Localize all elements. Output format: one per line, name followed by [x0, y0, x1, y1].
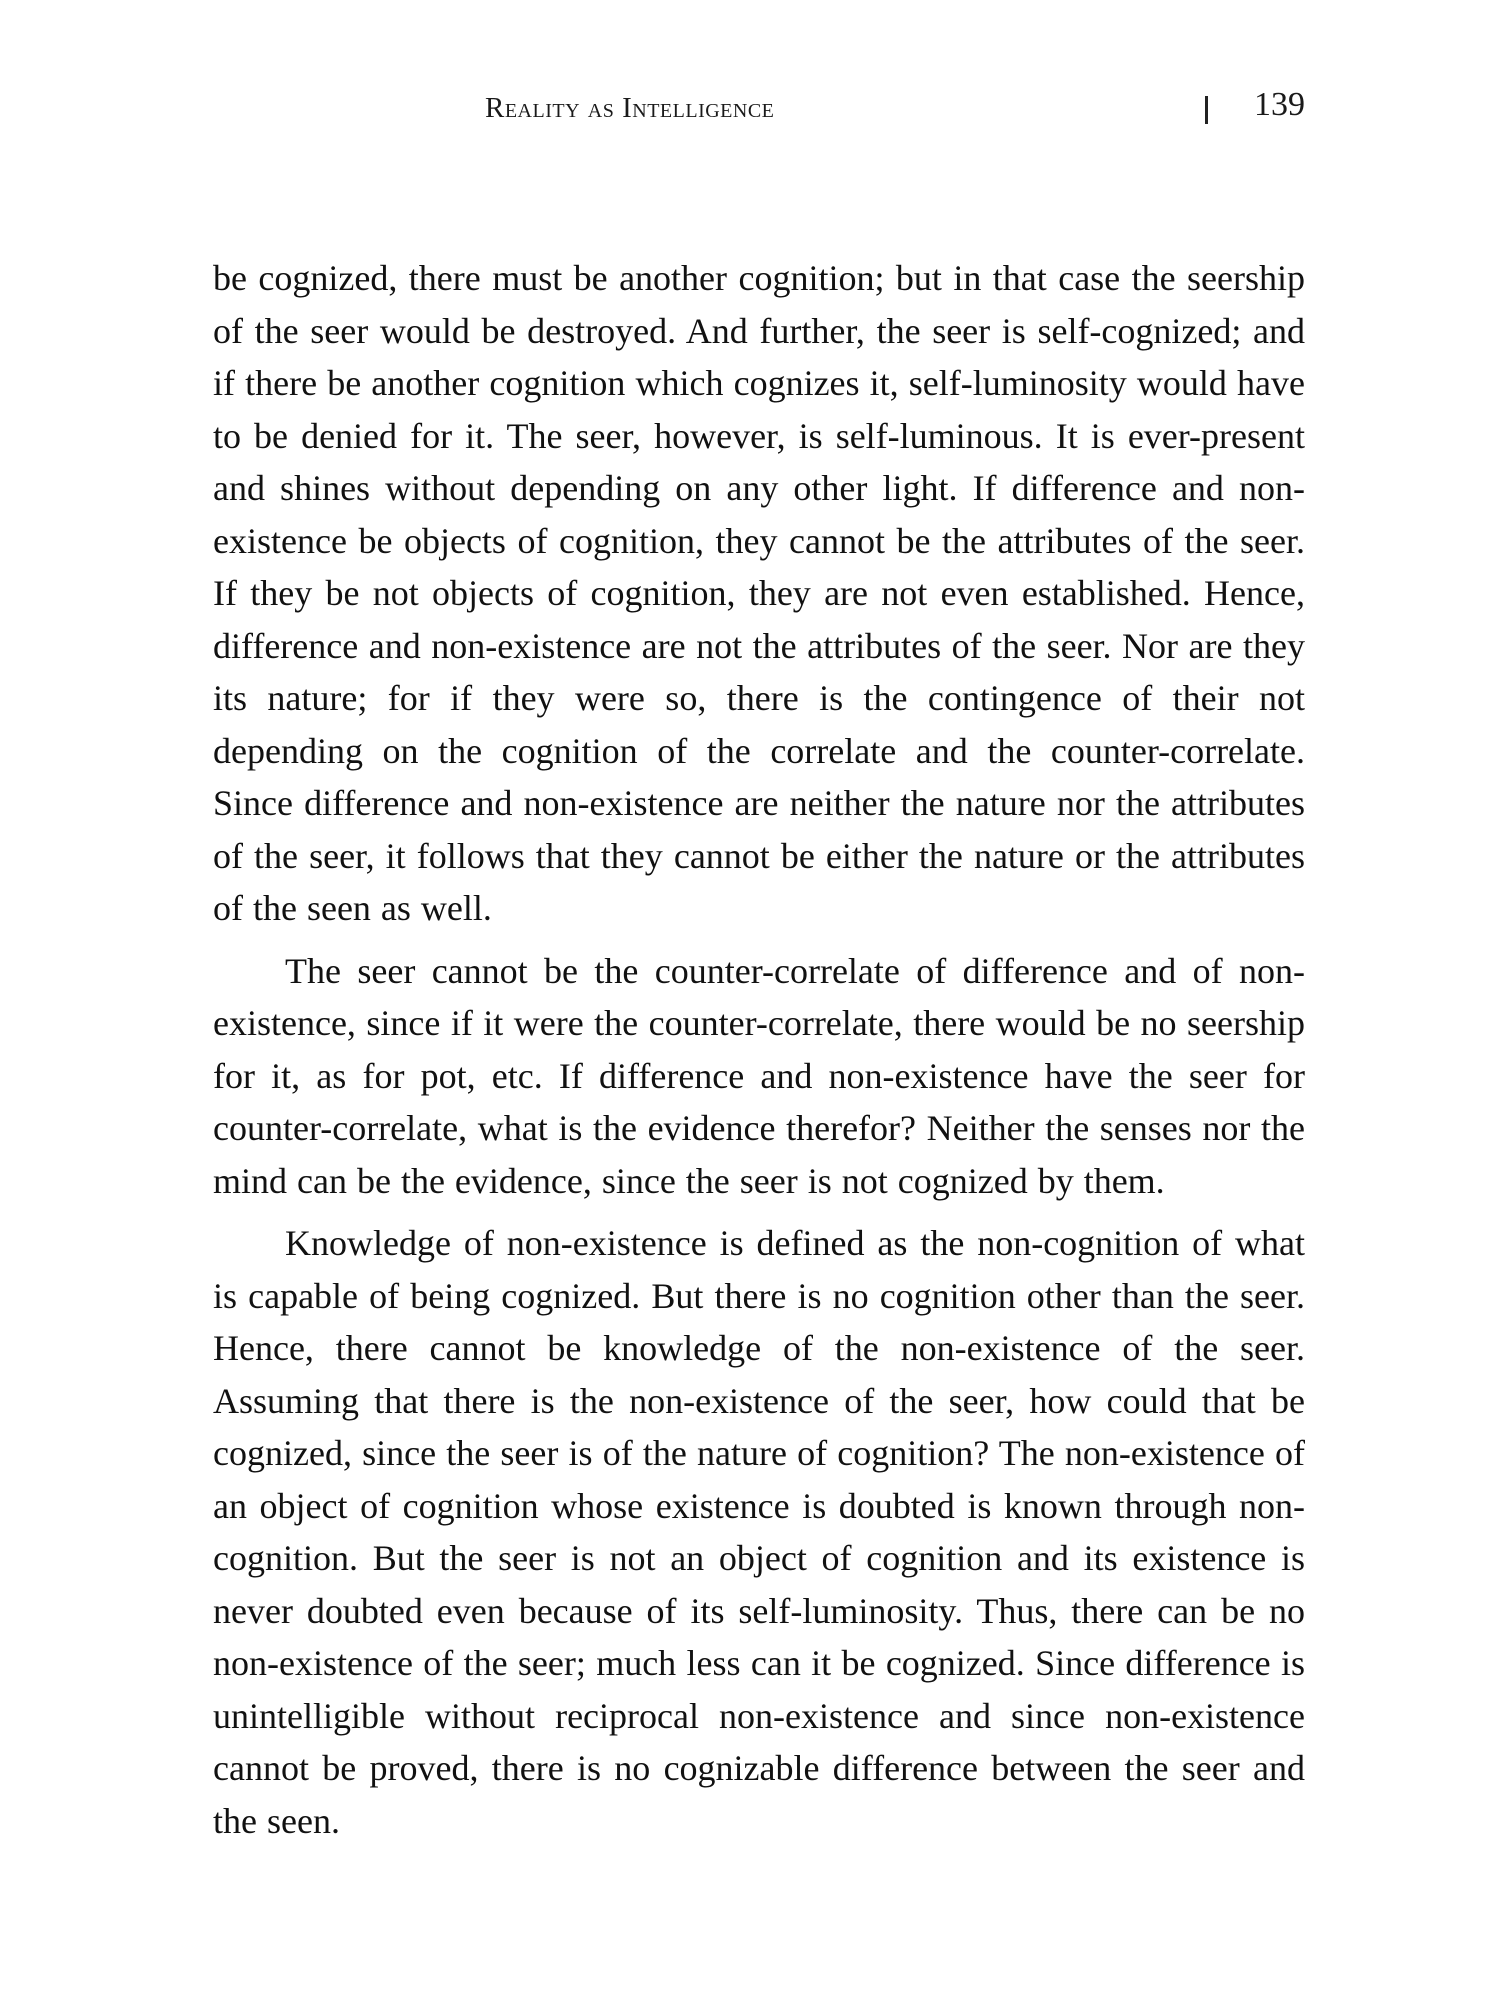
paragraph-3: Knowledge of non-existence is defined as the non-cognition of what is capable of being cognized. But there is no cognition other than the seer. Hence, there cannot be knowledge of the non-existence of the seer. Assuming that there is the non-existence of the seer, how could that be cognized, since the seer is of the nature of cognition? The non-existence of an object of cognition whose existence is doubted is known through non-cognition. But the seer is not an object of cognition and its existence is never doubted even because of its self-luminosity. Thus, there can be no non-existence of the seer; much less can it be cognized. Since difference is unintelligible without reciprocal non-existence and since non-existence cannot be proved, there is no cognizable difference between the seer and the seen. — [213, 1223, 1305, 1841]
paragraph-1: be cognized, there must be another cognition; but in that case the seership of the seer would be destroyed. And further, the seer is self-cognized; and if there be another cognition which cognizes it, self-luminosity would have to be denied for it. The seer, however, is self-luminous. It is ever-present and shines without depending on any other light. If difference and non-existence be objects of cognition, they cannot be the attributes of the seer. If they be not objects of cognition, they are not even established. Hence, difference and non-existence are not the attributes of the seer. Nor are they its nature; for if they were so, there is the contingence of their not depending on the cognition of the correlate and the counter-correlate. Since difference and non-existence are neither the nature nor the attributes of the seer, it follows that they cannot be either the nature or the attributes of the seen as well. — [213, 258, 1305, 928]
book-page — [213, 82, 1305, 1847]
paragraph-2: The seer cannot be the counter-correlate of difference and of non-existence, since if it were the counter-correlate, there would be no seership for it, as for pot, etc. If difference and non-existence have the seer for counter-correlate, what is the evidence therefor? Neither the senses nor the mind can be the evidence, since the seer is not cognized by them. — [213, 950, 1305, 1201]
header-divider — [1205, 96, 1208, 124]
body-text — [213, 252, 1305, 1847]
page-number: 139 — [1254, 86, 1305, 123]
running-header — [213, 82, 1305, 142]
running-title: Reality as Intelligence — [485, 92, 775, 124]
